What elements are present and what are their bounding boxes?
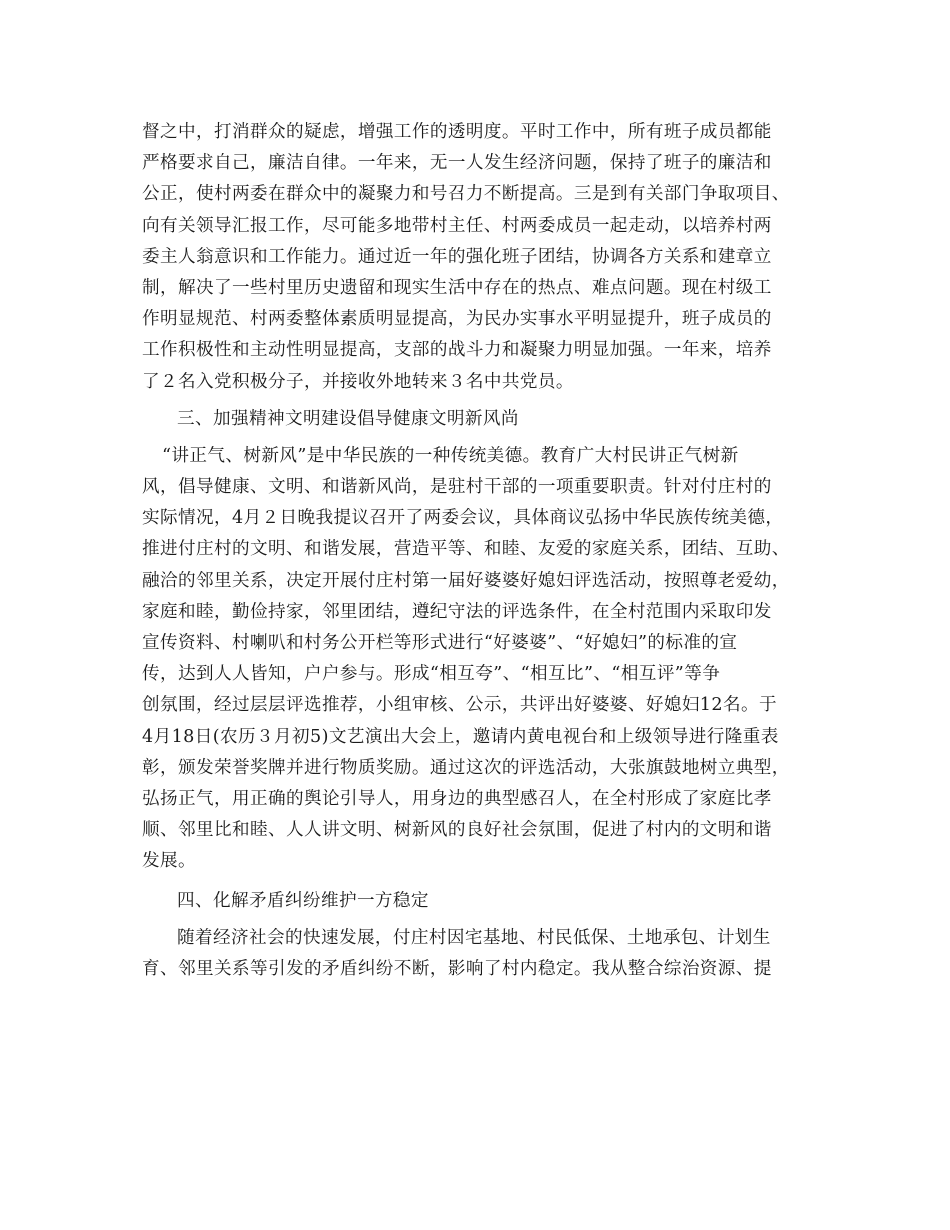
text-line: 督之中，打消群众的疑虑，增强工作的透明度。平时工作中，所有班子成员都能: [142, 122, 772, 142]
document-body: [142, 117, 808, 985]
section-4-paragraph: [142, 923, 808, 985]
text-line: 向有关领导汇报工作，尽可能多地带村主任、村两委成员一起走动，以培养村两: [142, 215, 772, 236]
section-3-paragraph: [142, 441, 808, 878]
text-line: 家庭和睦，勤俭持家，邻里团结，遵纪守法的评选条件，在全村范围内采取印发: [142, 601, 772, 622]
text-line: 弘扬正气，用正确的舆论引导人，用身边的典型感召人，在全村形成了家庭比孝: [142, 788, 772, 809]
text-line: 宣传资料、村喇叭和村务公开栏等形式进行“好婆婆”、“好媳妇”的标准的宣: [142, 633, 738, 653]
paragraph-continuation: [142, 117, 808, 398]
text-line: 严格要求自己，廉洁自律。一年来，无一人发生经济问题，保持了班子的廉洁和: [142, 153, 772, 174]
text-line: 创氛围，经过层层评选推荐，小组审核、公示，共评出好婆婆、好媳妇12名。于: [142, 695, 777, 716]
text-line: 发展。: [142, 851, 196, 872]
text-line: 工作积极性和主动性明显提高，支部的战斗力和凝聚力明显加强。一年来，培养: [142, 340, 772, 361]
heading-text: 四、化解矛盾纠纷维护一方稳定: [177, 890, 429, 911]
text-line: 实际情况，4月２日晚我提议召开了两委会议，具体商议弘扬中华民族传统美德，: [142, 508, 784, 529]
text-line: 作明显规范、村两委整体素质明显提高，为民办实事水平明显提升，班子成员的: [142, 309, 772, 330]
text-line: 4月18日(农历３月初5)文艺演出大会上，邀请内黄电视台和上级领导进行隆重表: [142, 726, 779, 747]
text-line: 彰，颁发荣誉奖牌并进行物质奖励。通过这次的评选活动，大张旗鼓地树立典型，: [142, 757, 790, 778]
heading-text: 三、加强精神文明建设倡导健康文明新风尚: [177, 408, 519, 429]
text-line: 公正，使村两委在群众中的凝聚力和号召力不断提高。三是到有关部门争取项目、: [142, 184, 790, 205]
text-line: 顺、邻里比和睦、人人讲文明、树新风的良好社会氛围，促进了村内的文明和谐: [142, 820, 772, 841]
text-line: 育、邻里关系等引发的矛盾纠纷不断，影响了村内稳定。我从整合综治资源、提: [142, 958, 772, 979]
text-line: 委主人翁意识和工作能力。通过近一年的强化班子团结，协调各方关系和建章立: [142, 246, 772, 267]
text-line: 推进付庄村的文明、和谐发展，营造平等、和睦、友爱的家庭关系，团结、互助、: [142, 539, 790, 560]
text-line: 随着经济社会的快速发展，付庄村因宅基地、村民低保、土地承包、计划生: [177, 927, 771, 948]
text-line: 传，达到人人皆知，户户参与。形成“相互夸”、“相互比”、“相互评”等争: [142, 664, 721, 685]
section-heading-4: [142, 886, 808, 917]
text-line: 风，倡导健康、文明、和谐新风尚，是驻村干部的一项重要职责。针对付庄村的: [142, 477, 772, 498]
text-line: 融洽的邻里关系，决定开展付庄村第一届好婆婆好媳妇评选活动，按照尊老爱幼，: [142, 570, 790, 591]
text-line: 制，解决了一些村里历史遗留和现实生活中存在的热点、难点问题。现在村级工: [142, 277, 772, 298]
text-line: 了２名入党积极分子，并接收外地转来３名中共党员。: [142, 371, 574, 392]
text-line: “讲正气、树新风”是中华民族的一种传统美德。教育广大村民讲正气树新: [162, 445, 739, 466]
section-heading-3: [142, 404, 808, 435]
